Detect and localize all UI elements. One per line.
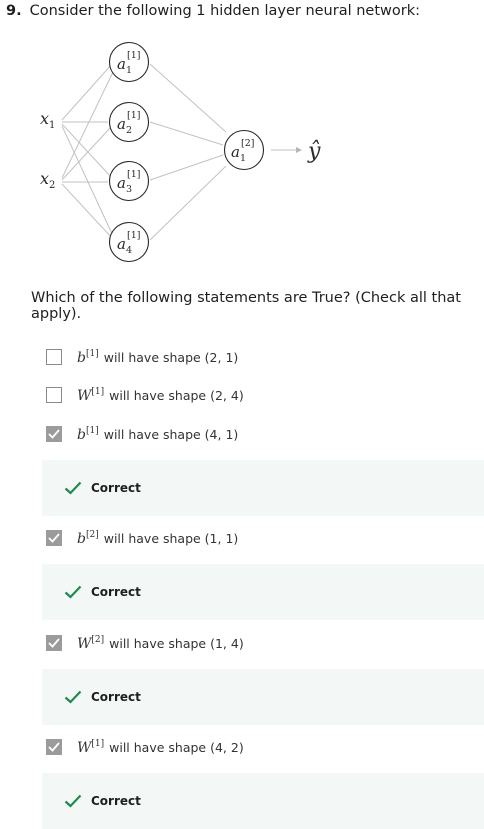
option-checkbox-checked[interactable] <box>46 530 62 546</box>
hidden-node-3-sub: 3 <box>126 184 133 195</box>
option-b1-shape-4-1[interactable] <box>46 423 238 445</box>
output-node-label: a <box>231 143 240 161</box>
hidden-node-1-sup: [1] <box>127 50 141 61</box>
checkmark-icon <box>48 429 60 439</box>
question-prompt: Which of the following statements are True? (Check all that apply). <box>31 290 461 322</box>
correct-check-icon <box>64 481 82 495</box>
option-text: will have shape (4, 2) <box>109 739 244 755</box>
option-text: will have shape (1, 1) <box>103 530 239 546</box>
question-number: 9. <box>6 3 22 19</box>
option-b2-shape-1-1[interactable] <box>46 527 238 549</box>
option-checkbox-checked[interactable] <box>46 426 62 442</box>
input-x2-label: $x_2$ <box>40 169 56 191</box>
option-label <box>77 387 244 404</box>
question-title: Consider the following 1 hidden layer neural network: <box>29 3 420 19</box>
option-label <box>77 635 244 652</box>
option-w1-shape-4-2[interactable] <box>46 736 244 758</box>
feedback-correct <box>42 564 484 620</box>
option-label <box>77 530 238 547</box>
prediction-yhat-label: ŷ <box>308 139 321 164</box>
feedback-label: Correct <box>91 481 141 495</box>
option-b1-shape-2-1[interactable] <box>46 346 238 368</box>
option-variable: b <box>77 426 86 443</box>
hidden-node-3-label: a <box>117 174 126 192</box>
option-variable: W <box>77 739 92 756</box>
hidden-node-2-sup: [1] <box>127 110 141 121</box>
output-node-sub: 1 <box>240 153 247 164</box>
option-w2-shape-1-4[interactable] <box>46 632 244 654</box>
hidden-node-2-sub: 2 <box>126 125 133 136</box>
feedback-label: Correct <box>91 690 141 704</box>
feedback-correct <box>42 773 484 829</box>
correct-check-icon <box>64 585 82 599</box>
feedback-label: Correct <box>91 585 141 599</box>
option-label <box>77 349 238 366</box>
option-checkbox-checked[interactable] <box>46 635 62 651</box>
neural-network-diagram <box>0 0 484 280</box>
option-variable: b <box>77 349 86 366</box>
hidden-node-2-label: a <box>117 115 126 133</box>
option-checkbox-checked[interactable] <box>46 739 62 755</box>
option-text: will have shape (4, 1) <box>103 426 239 442</box>
option-text: will have shape (2, 4) <box>109 387 244 403</box>
hidden-node-3-sup: [1] <box>127 169 141 180</box>
option-superscript: [1] <box>85 348 99 359</box>
option-text: will have shape (1, 4) <box>109 635 244 651</box>
hidden-node-4-sub: 4 <box>126 245 133 256</box>
option-label <box>77 739 244 756</box>
feedback-correct <box>42 669 484 725</box>
hidden-node-1-sub: 1 <box>126 65 133 76</box>
option-label <box>77 426 238 443</box>
option-checkbox[interactable] <box>46 349 62 365</box>
option-superscript: [2] <box>85 529 99 540</box>
option-variable: W <box>77 635 92 652</box>
option-superscript: [1] <box>91 738 105 749</box>
option-variable: b <box>77 530 86 547</box>
correct-check-icon <box>64 690 82 704</box>
option-superscript: [1] <box>85 425 99 436</box>
input-x1-label: $x_1$ <box>40 109 56 131</box>
option-superscript: [1] <box>91 386 105 397</box>
checkmark-icon <box>48 638 60 648</box>
hidden-node-1-label: a <box>117 55 126 73</box>
option-w1-shape-2-4[interactable] <box>46 384 244 406</box>
output-arrow-icon <box>296 147 302 153</box>
hidden-node-4-label: a <box>117 235 126 253</box>
option-text: will have shape (2, 1) <box>103 349 239 365</box>
hidden-node-4-sup: [1] <box>127 230 141 241</box>
output-node-sup: [2] <box>241 138 255 149</box>
checkmark-icon <box>48 533 60 543</box>
feedback-correct <box>42 460 484 516</box>
option-variable: W <box>77 387 92 404</box>
option-superscript: [2] <box>91 634 105 645</box>
checkmark-icon <box>48 742 60 752</box>
option-checkbox[interactable] <box>46 387 62 403</box>
feedback-label: Correct <box>91 794 141 808</box>
correct-check-icon <box>64 794 82 808</box>
